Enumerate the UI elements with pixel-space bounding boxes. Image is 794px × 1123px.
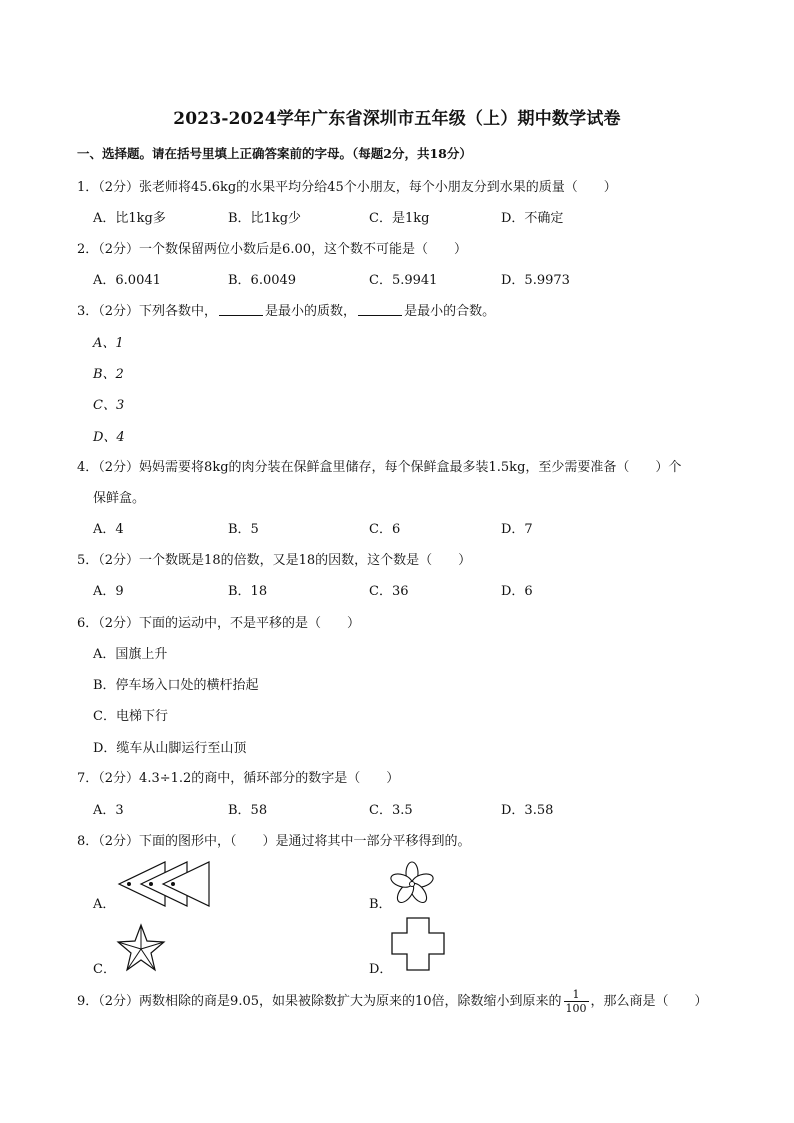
question-8-option-d: D． (369, 962, 393, 977)
question-3-option-b: B、2 (93, 367, 124, 382)
question-3-option-c: C、3 (93, 398, 125, 413)
question-3-stem-part-a: 3．（2分）下列各数中， (77, 304, 218, 319)
cross-figure (390, 916, 448, 974)
question-2-stem: 2．（2分）一个数保留两位小数后是6.00，这个数不可能是（ ） (77, 242, 467, 257)
question-6-option-b: B．停车场入口处的横杆抬起 (93, 678, 259, 693)
question-3-option-a: A、1 (93, 336, 124, 351)
question-3-stem-part-c: 是最小的合数。 (404, 304, 496, 319)
answer-blank-2[interactable] (358, 303, 402, 316)
question-4-stem: 4．（2分）妈妈需要将8kg的肉分装在保鲜盒里储存，每个保鲜盒最多装1.5kg，至少需要准备（ ）个 (77, 460, 682, 475)
question-3-stem-part-b: 是最小的质数， (265, 304, 357, 319)
nested-triangles-figure (115, 860, 211, 910)
question-1-option-d: D．不确定 (501, 211, 564, 226)
question-4-option-a: A．4 (93, 522, 124, 537)
question-5-option-c: C．36 (369, 584, 409, 599)
question-2-option-c: C．5.9941 (369, 273, 438, 288)
question-3-option-d: D、4 (93, 430, 125, 445)
star-figure (114, 922, 168, 974)
flower-figure (388, 860, 436, 908)
question-6-option-a: A．国旗上升 (93, 647, 168, 662)
question-7-option-c: C．3.5 (369, 803, 413, 818)
question-1-stem: 1．（2分）张老师将45.6kg的水果平均分给45个小朋友，每个小朋友分到水果的质量（ ） (77, 180, 617, 195)
question-8-option-c: C． (93, 962, 116, 977)
answer-blank-1[interactable] (219, 303, 263, 316)
section-heading: 一、选择题。请在括号里填上正确答案前的字母。（每题2分，共18分） (77, 146, 472, 161)
question-7-stem: 7．（2分）4.3÷1.2的商中，循环部分的数字是（ ） (77, 771, 400, 786)
question-4-option-d: D．7 (501, 522, 533, 537)
question-9-stem-part-b: ，那么商是（ ） (590, 994, 708, 1009)
question-1-option-a: A．比1kg多 (93, 211, 166, 226)
question-7-option-a: A．3 (93, 803, 124, 818)
question-4-option-c: C．6 (369, 522, 401, 537)
question-8-option-a: A． (93, 897, 116, 912)
question-9-stem-part-a: 9．（2分）两数相除的商是9.05，如果被除数扩大为原来的10倍，除数缩小到原来的 (77, 994, 562, 1009)
question-7-option-b: B．58 (228, 803, 268, 818)
fraction (564, 988, 589, 1015)
question-6-stem: 6．（2分）下面的运动中，不是平移的是（ ） (77, 616, 361, 631)
page-title: 2023-2024学年广东省深圳市五年级（上）期中数学试卷 (173, 109, 621, 129)
question-1-option-c: C．是1kg (369, 211, 430, 226)
question-9-stem (77, 988, 708, 1015)
question-2-option-a: A．6.0041 (93, 273, 161, 288)
question-3-stem (77, 300, 495, 319)
question-4-stem-continued: 保鲜盒。 (93, 491, 146, 506)
question-8-option-b: B． (369, 897, 392, 912)
question-4-option-b: B．5 (228, 522, 259, 537)
question-7-option-d: D．3.58 (501, 803, 554, 818)
question-5-stem: 5．（2分）一个数既是18的倍数，又是18的因数，这个数是（ ） (77, 553, 472, 568)
question-5-option-d: D．6 (501, 584, 533, 599)
question-1-option-b: B．比1kg少 (228, 211, 302, 226)
question-8-stem: 8．（2分）下面的图形中，（ ）是通过将其中一部分平移得到的。 (77, 834, 471, 849)
question-6-option-d: D．缆车从山脚运行至山顶 (93, 741, 247, 756)
question-2-option-d: D．5.9973 (501, 273, 570, 288)
fraction-denominator: 100 (565, 1002, 587, 1015)
question-5-option-b: B．18 (228, 584, 268, 599)
question-6-option-c: C．电梯下行 (93, 709, 168, 724)
question-5-option-a: A．9 (93, 584, 124, 599)
fraction-numerator: 1 (564, 988, 589, 1002)
question-2-option-b: B．6.0049 (228, 273, 297, 288)
